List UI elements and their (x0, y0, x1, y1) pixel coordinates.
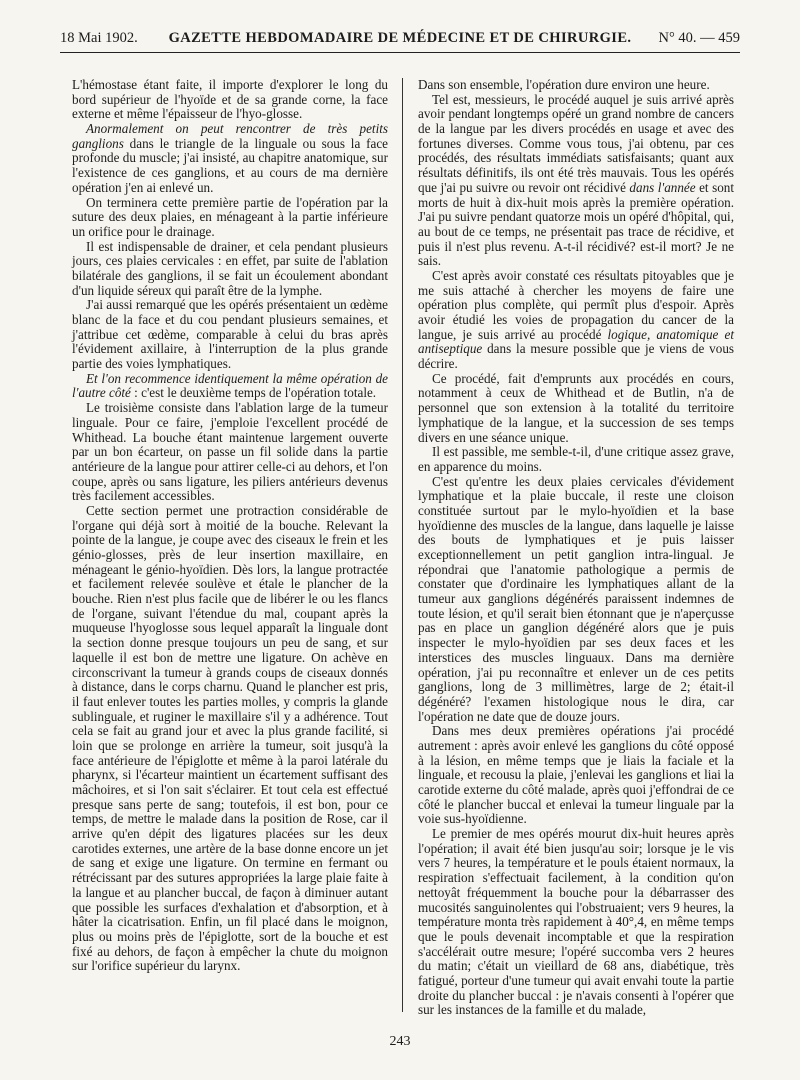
paragraph: Le premier de mes opérés mourut dix-huit heures après l'opération; il avait été bien jusqu'au soir; lorsque je le vis vers 7 heures, la température et le pouls étaient normaux, la respiration s'effectuait facilement, à la condition qu'on nettoyât fréquemment la bouche pour la débarrasser des mucosités sanguinolentes qui l'obstruaient; vers 9 heures, la température monta très rapidement à 40°,4, en même temps que le pouls devenait incomptable et que la respiration s'accélérait outre mesure; l'opéré succomba vers 2 heures du matin; c'était un vieillard de 68 ans, diabétique, très fatigué, porteur d'une tumeur qui avait envahi toute la partie droite du plancher buccal : je n'avais consenti à l'opérer que sur les instances de la famille et du malade, (418, 826, 734, 1018)
paragraph: Dans mes deux premières opérations j'ai procédé autrement : après avoir enlevé les ganglions du côté opposé à la lésion, en même temps que je liais la faciale et la linguale, et recousu la plaie, j'enlevai les ganglions et liai la carotide externe du côté malade, après quoi j'effondrai de ce côté le plancher buccal et enlevai la tumeur linguale par la voie sus-hyoïdienne. (418, 723, 734, 827)
paragraph: L'hémostase étant faite, il importe d'explorer le long du bord supérieur de l'hyoïde et de sa grande corne, la face externe et même l'épaisseur de l'hyo-glosse. (72, 77, 388, 122)
left-column (72, 78, 388, 974)
paragraph-text: dans le triangle de la linguale ou sous la face profonde du muscle; j'ai insisté, au chapitre anatomique, sur l'existence de ces ganglions, et au cours de ma dernière opération j'en ai enlevé un. (72, 135, 388, 195)
journal-title: GAZETTE HEBDOMADAIRE DE MÉDECINE ET DE CHIRURGIE. (168, 30, 632, 46)
paragraph-text: Tel est, messieurs, le procédé auquel je suis arrivé après avoir pendant longtemps opéré un grand nombre de cancers de la langue par les divers procédés en usage et avec des fortunes diverses. Comme vous tous, j'ai obtenu, par ces procédés, des résultats immédiats satisfaisants; quant aux résultats définitifs, ils ont été très mauvais. Tous les opérés que j'ai pu suivre ou revoir ont récidivé (418, 91, 734, 195)
paragraph: Ce procédé, fait d'emprunts aux procédés en cours, notamment à ceux de Whithead et de Butlin, n'a de personnel que son extension à la totalité du territoire lymphatique de la langue, et la succession de ses temps divers en une séance unique. (418, 370, 734, 445)
running-header (60, 26, 740, 53)
paragraph (72, 122, 388, 195)
paragraph-text: dans la mesure possible que je viens de vous décrire. (418, 341, 734, 372)
paragraph-text: : c'est le deuxième temps de l'opération totale. (130, 385, 377, 401)
italic-phrase: dans l'année (629, 179, 696, 195)
paragraph (72, 372, 388, 401)
issue-date: 18 Mai 1902. (60, 30, 138, 46)
italic-phrase: Anormalement on peut rencontrer de très petits ganglions (72, 121, 388, 151)
paragraph (418, 269, 734, 372)
paragraph-text: C'est après avoir constaté ces résultats pitoyables que je me suis attaché à chercher les moyens de faire une opération plus complète, qui permît plus d'espoir. Après avoir étudié les voies de propagation du cancer de la langue, je suis arrivé au procédé (418, 267, 734, 342)
paragraph: Le troisième consiste dans l'ablation large de la tumeur linguale. Pour ce faire, j'emploie l'excellent procédé de Whithead. La bouche étant maintenue largement ouverte par un bon écarteur, on passe un fil solide dans la partie antérieure de la langue pour attirer celle-ci au dehors, et l'on coupe, après ou sans ligature, les piliers antérieurs devenus très facilement accessibles. (72, 400, 388, 504)
paragraph (418, 93, 734, 269)
paragraph: Dans son ensemble, l'opération dure environ une heure. (418, 77, 710, 92)
right-column (418, 78, 734, 1018)
italic-phrase: logique, anatomique et antiseptique (418, 326, 734, 357)
paragraph: Cette section permet une protraction considérable de l'organe qui déjà sort à moitié de la bouche. Relevant la pointe de la langue, je coupe avec des ciseaux le frein et les génio-glosses, près de leur insertion maxillaire, en ménageant le génio-hyoïdien. Dès lors, la langue protractée et facilement relevée soulève et étale le plancher de la bouche. Rien n'est plus facile que de libérer le ou les flancs de l'organe, suivant l'étendue du mal, coupant après la muqueuse l'hyoglosse sous lequel apparaît la linguale dont la section donne presque toujours un peu de sang, et sur laquelle il est bon de mettre une ligature. On achève en circonscrivant la tumeur à grands coups de ciseaux donnés à distance, dans le corps charnu. Quand le plancher est pris, il faut enlever toutes les parties molles, y compris la glande sublinguale, et ruginer le maxillaire s'il y a adhérence. Tout cela se fait au grand jour et avec la plus grande facilité, si loin que se prolonge en arrière la tumeur, soit jusqu'à la face antérieure de l'épiglotte et même à la paroi latérale du pharynx, si l'écarteur maintient un écartement suffisant des mâchoires, et si l'on sait s'éclairer. Et tout cela est effectué presque sans perte de sang; toutefois, il est bon, pour ce temps, de mettre le malade dans la position de Rose, car il arrive qu'en dépit des ligatures placées sur les deux carotides externes, une artère de la base donne encore un jet de sang et exige une ligature. On termine en fermant ou rétrécissant par des sutures appropriées la large plaie faite à la langue et au plancher buccal, de façon à diminuer autant que possible les surfaces d'exhalation et d'absorption, et à hâter la cicatrisation. Enfin, un fil placé dans le moignon, plus ou moins près de l'épiglotte, sort de la bouche et est fixé au dehors, de façon à empêcher la chute du moignon sur l'orifice supérieur du larynx. (72, 502, 388, 974)
paragraph: J'ai aussi remarqué que les opérés présentaient un œdème blanc de la face et du cou pendant plusieurs semaines, et j'attribue cet œdème, comparable à celui du bras après l'évidement axillaire, à l'interruption de la plus grande partie des voies lymphatiques. (72, 297, 388, 372)
paragraph: C'est qu'entre les deux plaies cervicales d'évidement lymphatique et la plaie buccale, il reste une cloison constituée surtout par le mylo-hyoïdien et la base hyoïdienne des muscles de la langue, dans laquelle je laisse des bouts de lymphatiques et je puis laisser exceptionnellement un petit ganglion intra-lingual. Je répondrai que l'anatomie pathologique a permis de constater que d'ordinaire les lymphatiques allant de la tumeur aux ganglions dégénérés paraissent indemnes de toute lésion, et qu'il serait bien étonnant que je n'aperçusse pas en place un ganglion dégénéré alors que je puis inspecter le mylo-hyoïdien par ses deux faces et les interstices des muscles linguaux. Dans ma dernière opération, j'ai pu reconnaître et enlever un de ces petits ganglions, long de 3 millimètres, large de 2; était-il dégénéré? l'examen histologique nous le dira, car l'opération ne date que de douze jours. (418, 473, 734, 724)
folio-number: 243 (389, 1034, 411, 1049)
paragraph-text: et sont morts de huit à dix-huit mois après la première opération. J'ai pu suivre pendant quatorze mois un opéré d'hôpital, qui, au bout de ce temps, ne présentait pas trace de récidive, et puis il n'est plus revenu. A-t-il récidivé? est-il mort? Je ne sais. (418, 179, 734, 269)
paragraph: Il est indispensable de drainer, et cela pendant plusieurs jours, ces plaies cervicales : en effet, par suite de l'ablation bilatérale des ganglions, il se fait un écoulement abondant d'un liquide séreux qui paraît être de la lymphe. (72, 238, 388, 298)
paragraph: Il est passible, me semble-t-il, d'une critique assez grave, en apparence du moins. (418, 444, 734, 474)
italic-phrase: Et l'on recommence identiquement la même opération de l'autre côté (72, 370, 388, 401)
issue-page-number: N° 40. — 459 (658, 30, 740, 46)
paragraph: On terminera cette première partie de l'opération par la suture des deux plaies, en ménageant à la partie inférieure un orifice pour le drainage. (72, 194, 388, 239)
column-divider (402, 78, 403, 1012)
